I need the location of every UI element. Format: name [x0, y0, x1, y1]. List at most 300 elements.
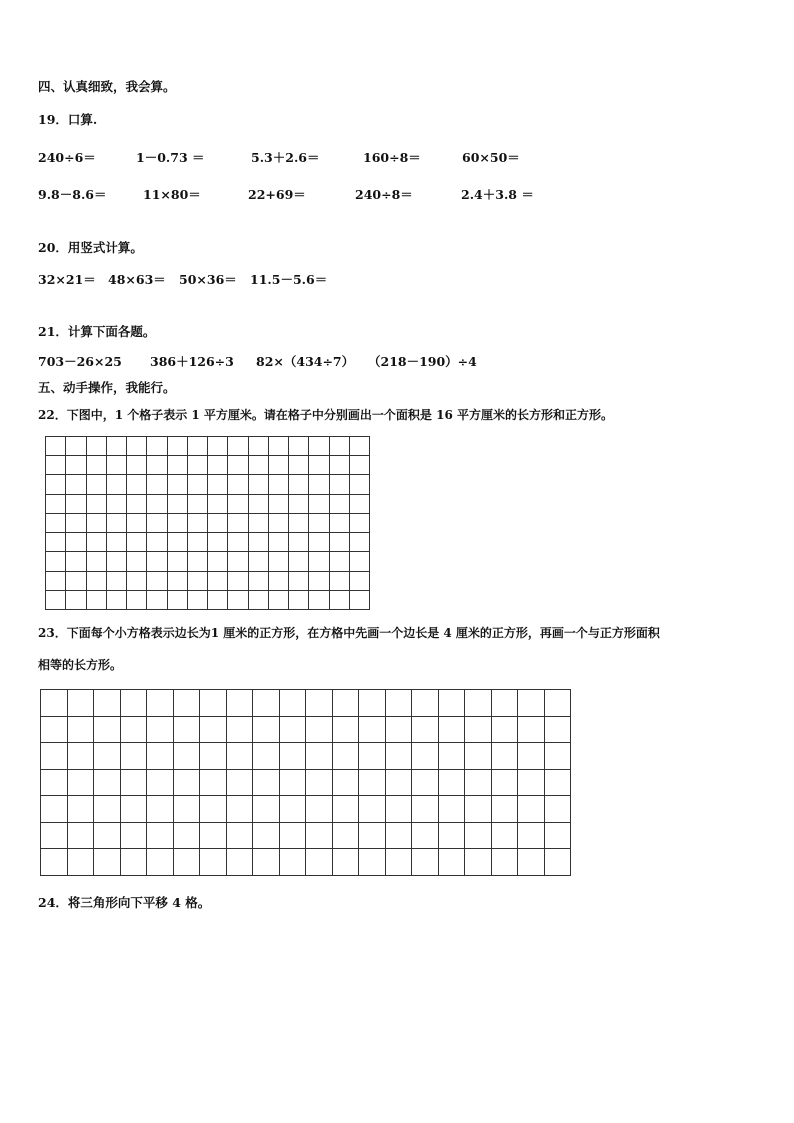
- grid-cell[interactable]: [518, 770, 545, 797]
- grid-cell[interactable]: [269, 437, 289, 456]
- grid-cell[interactable]: [350, 475, 370, 494]
- grid-cell[interactable]: [439, 690, 466, 717]
- grid-cell[interactable]: [386, 690, 413, 717]
- grid-cell[interactable]: [330, 591, 350, 610]
- grid-cell[interactable]: [87, 475, 107, 494]
- grid-cell[interactable]: [200, 823, 227, 850]
- grid-cell[interactable]: [107, 552, 127, 571]
- grid-cell[interactable]: [350, 572, 370, 591]
- grid-cell[interactable]: [121, 849, 148, 876]
- grid-cell[interactable]: [41, 743, 68, 770]
- grid-cell[interactable]: [227, 796, 254, 823]
- q23-grid[interactable]: [40, 689, 571, 876]
- grid-cell[interactable]: [147, 456, 167, 475]
- grid-cell[interactable]: [147, 514, 167, 533]
- grid-cell[interactable]: [188, 591, 208, 610]
- grid-cell[interactable]: [46, 514, 66, 533]
- q24-label: 24．将三角形向下平移 4 格。: [38, 895, 211, 910]
- grid-cell[interactable]: [333, 770, 360, 797]
- grid-cell[interactable]: [174, 770, 201, 797]
- grid-cell[interactable]: [227, 823, 254, 850]
- grid-cell[interactable]: [269, 456, 289, 475]
- grid-cell[interactable]: [228, 456, 248, 475]
- grid-cell[interactable]: [269, 495, 289, 514]
- grid-cell[interactable]: [66, 437, 86, 456]
- grid-cell[interactable]: [208, 572, 228, 591]
- grid-cell[interactable]: [94, 796, 121, 823]
- grid-cell[interactable]: [269, 475, 289, 494]
- grid-cell[interactable]: [127, 514, 147, 533]
- grid-cell[interactable]: [350, 552, 370, 571]
- grid-cell[interactable]: [249, 437, 269, 456]
- grid-cell[interactable]: [386, 717, 413, 744]
- grid-cell[interactable]: [66, 552, 86, 571]
- grid-cell[interactable]: [228, 437, 248, 456]
- grid-cell[interactable]: [41, 849, 68, 876]
- grid-cell[interactable]: [208, 591, 228, 610]
- grid-cell[interactable]: [289, 533, 309, 552]
- grid-cell[interactable]: [200, 690, 227, 717]
- grid-cell[interactable]: [253, 690, 280, 717]
- grid-cell[interactable]: [200, 849, 227, 876]
- grid-cell[interactable]: [94, 743, 121, 770]
- grid-cell[interactable]: [309, 533, 329, 552]
- grid-cell[interactable]: [359, 770, 386, 797]
- grid-cell[interactable]: [188, 495, 208, 514]
- q20-expr: 32×21＝: [38, 272, 96, 287]
- grid-cell[interactable]: [492, 743, 519, 770]
- grid-cell[interactable]: [121, 796, 148, 823]
- grid-cell[interactable]: [147, 849, 174, 876]
- grid-cell[interactable]: [412, 717, 439, 744]
- grid-cell[interactable]: [66, 475, 86, 494]
- grid-cell[interactable]: [350, 533, 370, 552]
- q20-expr: 50×36＝: [179, 272, 237, 287]
- grid-cell[interactable]: [465, 849, 492, 876]
- grid-cell[interactable]: [147, 437, 167, 456]
- grid-cell[interactable]: [412, 770, 439, 797]
- grid-cell[interactable]: [208, 475, 228, 494]
- grid-cell[interactable]: [465, 717, 492, 744]
- q19-label: 19．口算.: [38, 112, 98, 127]
- grid-cell[interactable]: [66, 456, 86, 475]
- grid-cell[interactable]: [121, 717, 148, 744]
- grid-cell[interactable]: [127, 475, 147, 494]
- grid-cell[interactable]: [253, 743, 280, 770]
- grid-cell[interactable]: [227, 743, 254, 770]
- grid-cell[interactable]: [253, 823, 280, 850]
- grid-cell[interactable]: [465, 796, 492, 823]
- grid-cell[interactable]: [147, 572, 167, 591]
- grid-cell[interactable]: [545, 770, 572, 797]
- grid-cell[interactable]: [200, 717, 227, 744]
- grid-cell[interactable]: [359, 823, 386, 850]
- grid-cell[interactable]: [174, 823, 201, 850]
- grid-cell[interactable]: [87, 437, 107, 456]
- grid-cell[interactable]: [309, 591, 329, 610]
- grid-cell[interactable]: [545, 717, 572, 744]
- grid-cell[interactable]: [41, 717, 68, 744]
- grid-cell[interactable]: [350, 514, 370, 533]
- grid-cell[interactable]: [518, 717, 545, 744]
- grid-cell[interactable]: [518, 796, 545, 823]
- q22-grid[interactable]: [45, 436, 370, 610]
- grid-cell[interactable]: [174, 849, 201, 876]
- grid-cell[interactable]: [545, 796, 572, 823]
- grid-cell[interactable]: [208, 552, 228, 571]
- grid-cell[interactable]: [147, 475, 167, 494]
- grid-cell[interactable]: [66, 591, 86, 610]
- grid-cell[interactable]: [465, 823, 492, 850]
- grid-cell[interactable]: [87, 514, 107, 533]
- grid-cell[interactable]: [188, 437, 208, 456]
- grid-cell[interactable]: [87, 591, 107, 610]
- q19-expr: 60×50＝: [462, 150, 520, 165]
- grid-cell[interactable]: [545, 823, 572, 850]
- grid-cell[interactable]: [306, 823, 333, 850]
- grid-cell[interactable]: [200, 743, 227, 770]
- grid-cell[interactable]: [107, 591, 127, 610]
- grid-cell[interactable]: [465, 743, 492, 770]
- grid-cell[interactable]: [228, 572, 248, 591]
- grid-cell[interactable]: [359, 849, 386, 876]
- grid-cell[interactable]: [94, 770, 121, 797]
- grid-cell[interactable]: [174, 690, 201, 717]
- grid-cell[interactable]: [188, 514, 208, 533]
- grid-cell[interactable]: [94, 849, 121, 876]
- grid-cell[interactable]: [309, 514, 329, 533]
- grid-cell[interactable]: [439, 770, 466, 797]
- grid-cell[interactable]: [107, 475, 127, 494]
- grid-cell[interactable]: [249, 495, 269, 514]
- q19-expr: 11×80＝: [143, 187, 201, 202]
- grid-cell[interactable]: [249, 456, 269, 475]
- grid-cell[interactable]: [309, 572, 329, 591]
- grid-cell[interactable]: [545, 743, 572, 770]
- grid-cell[interactable]: [330, 514, 350, 533]
- grid-cell[interactable]: [168, 552, 188, 571]
- grid-cell[interactable]: [127, 456, 147, 475]
- grid-cell[interactable]: [330, 437, 350, 456]
- grid-cell[interactable]: [253, 796, 280, 823]
- grid-cell[interactable]: [46, 552, 66, 571]
- grid-cell[interactable]: [359, 690, 386, 717]
- grid-cell[interactable]: [289, 475, 309, 494]
- grid-cell[interactable]: [127, 495, 147, 514]
- grid-cell[interactable]: [68, 743, 95, 770]
- grid-cell[interactable]: [168, 514, 188, 533]
- grid-cell[interactable]: [147, 533, 167, 552]
- grid-cell[interactable]: [306, 849, 333, 876]
- grid-cell[interactable]: [333, 796, 360, 823]
- grid-cell[interactable]: [269, 552, 289, 571]
- grid-cell[interactable]: [280, 743, 307, 770]
- grid-cell[interactable]: [46, 591, 66, 610]
- grid-cell[interactable]: [121, 743, 148, 770]
- grid-cell[interactable]: [289, 514, 309, 533]
- grid-cell[interactable]: [412, 796, 439, 823]
- grid-cell[interactable]: [87, 572, 107, 591]
- grid-cell[interactable]: [107, 572, 127, 591]
- grid-cell[interactable]: [87, 552, 107, 571]
- grid-cell[interactable]: [147, 552, 167, 571]
- grid-cell[interactable]: [465, 690, 492, 717]
- grid-cell[interactable]: [68, 717, 95, 744]
- grid-cell[interactable]: [41, 823, 68, 850]
- grid-cell[interactable]: [330, 552, 350, 571]
- grid-cell[interactable]: [350, 456, 370, 475]
- grid-cell[interactable]: [87, 495, 107, 514]
- grid-cell[interactable]: [168, 572, 188, 591]
- grid-cell[interactable]: [121, 770, 148, 797]
- grid-cell[interactable]: [228, 552, 248, 571]
- grid-cell[interactable]: [168, 456, 188, 475]
- grid-cell[interactable]: [439, 796, 466, 823]
- grid-cell[interactable]: [107, 456, 127, 475]
- grid-cell[interactable]: [330, 495, 350, 514]
- grid-cell[interactable]: [228, 533, 248, 552]
- grid-cell[interactable]: [386, 849, 413, 876]
- grid-cell[interactable]: [127, 572, 147, 591]
- grid-cell[interactable]: [228, 591, 248, 610]
- grid-cell[interactable]: [249, 533, 269, 552]
- grid-cell[interactable]: [200, 770, 227, 797]
- grid-cell[interactable]: [227, 717, 254, 744]
- grid-cell[interactable]: [147, 796, 174, 823]
- grid-cell[interactable]: [68, 770, 95, 797]
- grid-cell[interactable]: [227, 690, 254, 717]
- grid-cell[interactable]: [227, 849, 254, 876]
- grid-cell[interactable]: [66, 533, 86, 552]
- grid-cell[interactable]: [188, 533, 208, 552]
- grid-cell[interactable]: [228, 475, 248, 494]
- grid-cell[interactable]: [330, 533, 350, 552]
- grid-cell[interactable]: [147, 823, 174, 850]
- grid-cell[interactable]: [127, 552, 147, 571]
- grid-cell[interactable]: [147, 770, 174, 797]
- grid-cell[interactable]: [309, 437, 329, 456]
- grid-cell[interactable]: [94, 717, 121, 744]
- grid-cell[interactable]: [66, 495, 86, 514]
- grid-cell[interactable]: [127, 591, 147, 610]
- grid-cell[interactable]: [46, 533, 66, 552]
- grid-cell[interactable]: [309, 495, 329, 514]
- grid-cell[interactable]: [68, 849, 95, 876]
- grid-cell[interactable]: [545, 690, 572, 717]
- grid-cell[interactable]: [66, 514, 86, 533]
- grid-cell[interactable]: [188, 475, 208, 494]
- grid-cell[interactable]: [46, 475, 66, 494]
- grid-cell[interactable]: [208, 533, 228, 552]
- grid-cell[interactable]: [439, 849, 466, 876]
- grid-cell[interactable]: [492, 770, 519, 797]
- grid-cell[interactable]: [280, 796, 307, 823]
- grid-cell[interactable]: [306, 796, 333, 823]
- grid-cell[interactable]: [107, 437, 127, 456]
- grid-cell[interactable]: [350, 591, 370, 610]
- grid-cell[interactable]: [127, 533, 147, 552]
- grid-cell[interactable]: [333, 690, 360, 717]
- grid-cell[interactable]: [46, 437, 66, 456]
- grid-cell[interactable]: [412, 849, 439, 876]
- grid-cell[interactable]: [465, 770, 492, 797]
- grid-cell[interactable]: [107, 495, 127, 514]
- grid-cell[interactable]: [168, 495, 188, 514]
- grid-cell[interactable]: [333, 743, 360, 770]
- grid-cell[interactable]: [518, 690, 545, 717]
- grid-cell[interactable]: [107, 533, 127, 552]
- grid-cell[interactable]: [107, 514, 127, 533]
- grid-cell[interactable]: [306, 717, 333, 744]
- grid-cell[interactable]: [168, 437, 188, 456]
- grid-cell[interactable]: [289, 456, 309, 475]
- grid-cell[interactable]: [306, 743, 333, 770]
- grid-cell[interactable]: [147, 690, 174, 717]
- grid-cell[interactable]: [168, 591, 188, 610]
- grid-cell[interactable]: [208, 514, 228, 533]
- grid-cell[interactable]: [439, 823, 466, 850]
- grid-cell[interactable]: [330, 572, 350, 591]
- grid-cell[interactable]: [439, 717, 466, 744]
- grid-cell[interactable]: [253, 717, 280, 744]
- grid-cell[interactable]: [94, 690, 121, 717]
- grid-cell[interactable]: [41, 796, 68, 823]
- grid-cell[interactable]: [174, 796, 201, 823]
- q23-label-line2: 相等的长方形。: [38, 658, 123, 672]
- grid-cell[interactable]: [359, 743, 386, 770]
- grid-cell[interactable]: [168, 533, 188, 552]
- q19-expr: 5.3＋2.6＝: [251, 150, 320, 165]
- grid-cell[interactable]: [386, 770, 413, 797]
- grid-cell[interactable]: [280, 849, 307, 876]
- grid-cell[interactable]: [208, 495, 228, 514]
- grid-cell[interactable]: [289, 437, 309, 456]
- grid-cell[interactable]: [492, 796, 519, 823]
- grid-cell[interactable]: [200, 796, 227, 823]
- grid-cell[interactable]: [280, 690, 307, 717]
- grid-cell[interactable]: [188, 456, 208, 475]
- grid-cell[interactable]: [249, 591, 269, 610]
- grid-cell[interactable]: [253, 770, 280, 797]
- grid-cell[interactable]: [545, 849, 572, 876]
- grid-cell[interactable]: [350, 495, 370, 514]
- q19-expr: 240÷8＝: [355, 187, 413, 202]
- grid-cell[interactable]: [228, 514, 248, 533]
- grid-cell[interactable]: [359, 796, 386, 823]
- grid-cell[interactable]: [121, 690, 148, 717]
- grid-cell[interactable]: [309, 475, 329, 494]
- grid-cell[interactable]: [359, 717, 386, 744]
- grid-cell[interactable]: [46, 456, 66, 475]
- grid-cell[interactable]: [46, 495, 66, 514]
- q19-expr: 160÷8＝: [363, 150, 421, 165]
- grid-cell[interactable]: [333, 717, 360, 744]
- grid-cell[interactable]: [333, 823, 360, 850]
- grid-cell[interactable]: [188, 552, 208, 571]
- grid-cell[interactable]: [269, 514, 289, 533]
- grid-cell[interactable]: [518, 849, 545, 876]
- grid-cell[interactable]: [439, 743, 466, 770]
- grid-cell[interactable]: [66, 572, 86, 591]
- grid-cell[interactable]: [68, 823, 95, 850]
- q21-expr: 386＋126÷3: [150, 354, 234, 369]
- grid-cell[interactable]: [350, 437, 370, 456]
- grid-cell[interactable]: [289, 572, 309, 591]
- grid-cell[interactable]: [41, 690, 68, 717]
- grid-cell[interactable]: [289, 591, 309, 610]
- grid-cell[interactable]: [269, 591, 289, 610]
- grid-cell[interactable]: [249, 475, 269, 494]
- grid-cell[interactable]: [227, 770, 254, 797]
- grid-cell[interactable]: [306, 690, 333, 717]
- grid-cell[interactable]: [188, 572, 208, 591]
- grid-cell[interactable]: [289, 552, 309, 571]
- q19-expr: 1－0.73 ＝: [136, 150, 205, 165]
- grid-cell[interactable]: [249, 514, 269, 533]
- grid-cell[interactable]: [280, 770, 307, 797]
- grid-cell[interactable]: [518, 743, 545, 770]
- grid-cell[interactable]: [147, 717, 174, 744]
- grid-cell[interactable]: [147, 591, 167, 610]
- grid-cell[interactable]: [280, 717, 307, 744]
- grid-cell[interactable]: [412, 823, 439, 850]
- grid-cell[interactable]: [174, 743, 201, 770]
- grid-cell[interactable]: [492, 717, 519, 744]
- grid-cell[interactable]: [492, 849, 519, 876]
- grid-cell[interactable]: [68, 796, 95, 823]
- grid-cell[interactable]: [330, 475, 350, 494]
- grid-cell[interactable]: [253, 849, 280, 876]
- grid-cell[interactable]: [386, 743, 413, 770]
- grid-cell[interactable]: [168, 475, 188, 494]
- grid-cell[interactable]: [269, 533, 289, 552]
- grid-cell[interactable]: [228, 495, 248, 514]
- q22-label: 22．下图中，1 个格子表示 1 平方厘米。请在格子中分别画出一个面积是 16 平方厘米的长方形和正方形。: [38, 408, 613, 422]
- grid-cell[interactable]: [492, 823, 519, 850]
- grid-cell[interactable]: [249, 552, 269, 571]
- grid-cell[interactable]: [280, 823, 307, 850]
- grid-cell[interactable]: [87, 533, 107, 552]
- grid-cell[interactable]: [386, 823, 413, 850]
- grid-cell[interactable]: [208, 437, 228, 456]
- grid-cell[interactable]: [147, 495, 167, 514]
- grid-cell[interactable]: [68, 690, 95, 717]
- grid-cell[interactable]: [518, 823, 545, 850]
- grid-cell[interactable]: [174, 717, 201, 744]
- grid-cell[interactable]: [147, 743, 174, 770]
- grid-cell[interactable]: [94, 823, 121, 850]
- grid-cell[interactable]: [412, 690, 439, 717]
- grid-cell[interactable]: [127, 437, 147, 456]
- grid-cell[interactable]: [46, 572, 66, 591]
- grid-cell[interactable]: [289, 495, 309, 514]
- grid-cell[interactable]: [41, 770, 68, 797]
- grid-cell[interactable]: [412, 743, 439, 770]
- grid-cell[interactable]: [386, 796, 413, 823]
- grid-cell[interactable]: [208, 456, 228, 475]
- grid-cell[interactable]: [269, 572, 289, 591]
- grid-cell[interactable]: [121, 823, 148, 850]
- grid-cell[interactable]: [309, 456, 329, 475]
- grid-cell[interactable]: [492, 690, 519, 717]
- q20-expr: 11.5－5.6＝: [250, 272, 328, 287]
- grid-cell[interactable]: [249, 572, 269, 591]
- grid-cell[interactable]: [333, 849, 360, 876]
- grid-cell[interactable]: [306, 770, 333, 797]
- grid-cell[interactable]: [330, 456, 350, 475]
- grid-cell[interactable]: [87, 456, 107, 475]
- grid-cell[interactable]: [309, 552, 329, 571]
